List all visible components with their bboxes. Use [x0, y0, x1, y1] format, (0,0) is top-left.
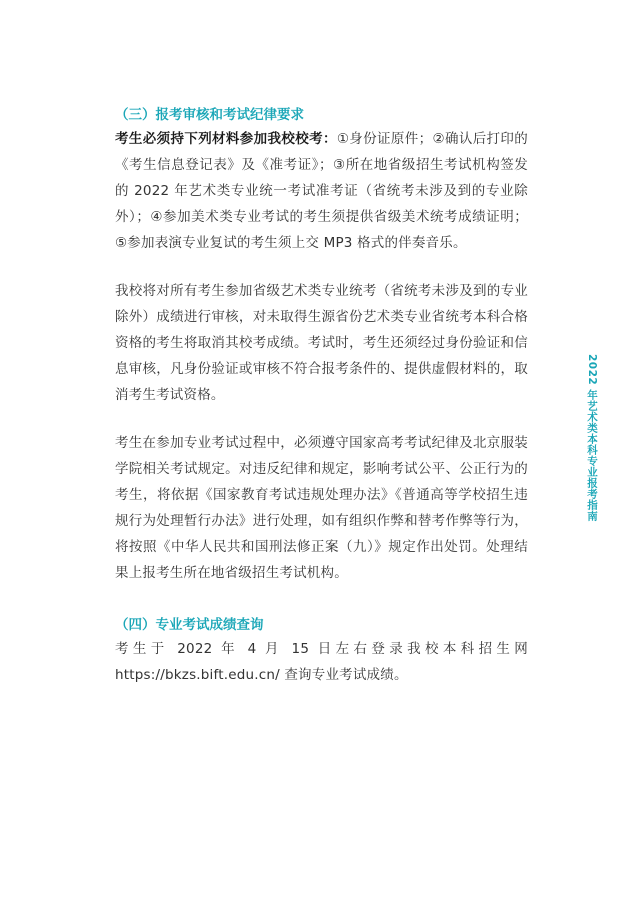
section-3-heading: （三）报考审核和考试纪律要求 [115, 107, 304, 123]
section-4-heading: （四）专业考试成绩查询 [115, 617, 264, 633]
materials-lead: 考生必须持下列材料参加我校校考： [115, 131, 337, 147]
materials-list: ①身份证原件；②确认后打印的《考生信息登记表》及《准考证》；③所在地省级招生考试机构签发的 2022 年艺术类专业统一考试准考证（省统考未涉及到的专业除外）；④参加美术类专业考试的考生须提供省级美术统考成绩证明；⑤参加表演专业复试的考生须上交 MP3 格式的伴奏音乐。 [115, 131, 528, 251]
document-body [115, 104, 528, 688]
side-guide-label: 2022 年艺术类本科专业报考指南 [586, 354, 598, 522]
discipline-paragraph: 考生在参加专业考试过程中，必须遵守国家高考考试纪律及北京服装学院相关考试规定。对违反纪律和规定，影响考试公平、公正行为的考生，将依据《国家教育考试违规处理办法》《普通高等学校招生违规行为处理暂行办法》进行处理，如有组织作弊和替考作弊等行为，将按照《中华人民共和国刑法修正案（九）》规定作出处罚。处理结果上报考生所在地省级招生考试机构。 [115, 435, 528, 581]
score-query-paragraph: 考生于 2022 年 4 月 15 日左右登录我校本科招生网 https://bkzs.bift.edu.cn/ 查询专业考试成绩。 [115, 641, 528, 683]
review-paragraph: 我校将对所有考生参加省级艺术类专业统考（省统考未涉及到的专业除外）成绩进行审核，对未取得生源省份艺术类专业省统考本科合格资格的考生将取消其校考成绩。考试时，考生还须经过身份验证和信息审核，凡身份验证或审核不符合报考条件的、提供虚假材料的，取消考生考试资格。 [115, 283, 528, 403]
materials-paragraph [115, 126, 528, 256]
